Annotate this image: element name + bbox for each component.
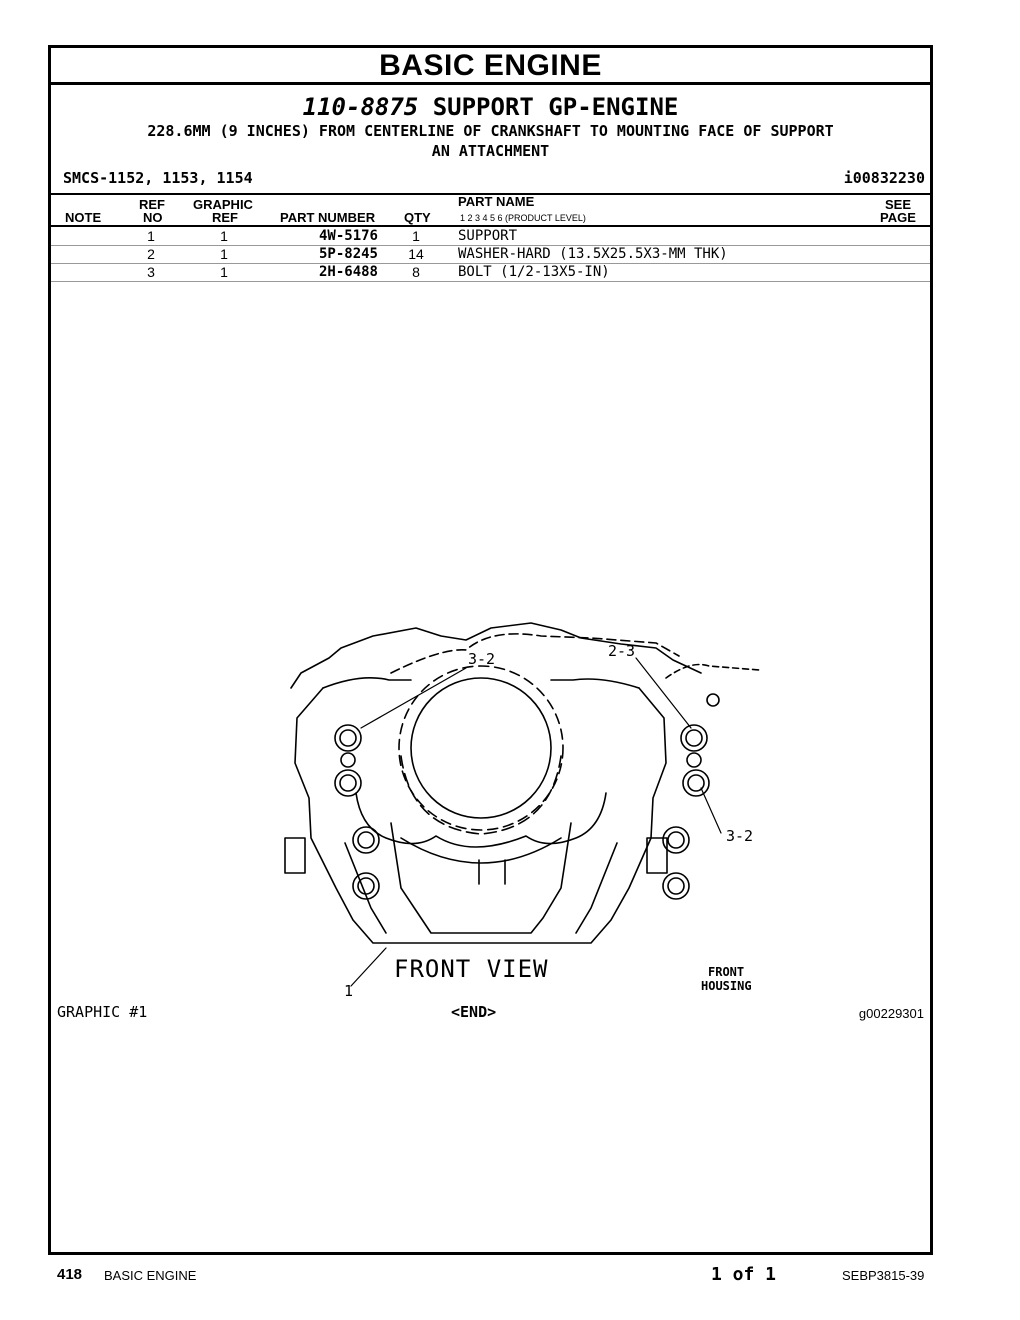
bolt-washer — [686, 730, 702, 746]
bolt-head — [663, 873, 689, 899]
footer-section: BASIC ENGINE — [104, 1268, 197, 1283]
section-title: BASIC ENGINE — [51, 48, 930, 85]
cell-graphic-ref: 1 — [220, 264, 228, 280]
cell-part-number: 5P-8245 — [318, 246, 378, 262]
bolt-head — [681, 725, 707, 751]
callout-label: 2-3 — [608, 642, 636, 660]
cell-part-number: 2H-6488 — [318, 264, 378, 280]
bolt-head — [353, 827, 379, 853]
right-upper-edge — [551, 679, 639, 688]
graphic-label: GRAPHIC #1 — [57, 1003, 148, 1021]
bore-hidden-lower — [401, 756, 561, 834]
group-title — [51, 93, 930, 121]
bolt-head — [335, 725, 361, 751]
cell-part-name: BOLT (1/2-13X5-IN) — [458, 264, 610, 280]
leader-line — [701, 788, 721, 833]
header-see-page: PAGE — [880, 210, 916, 225]
housing-label: HOUSING — [701, 979, 752, 993]
bolt-head — [683, 770, 709, 796]
end-marker: <END> — [451, 1003, 497, 1021]
header-ref-no: NO — [143, 210, 163, 225]
housing-hidden-tab — [666, 665, 759, 679]
cell-part-number: 4W-5176 — [318, 228, 378, 244]
header-note: NOTE — [65, 210, 102, 225]
page-of: 1 of 1 — [711, 1264, 777, 1285]
callout-label: 3-2 — [468, 650, 496, 668]
housing-hidden-edge — [391, 634, 679, 673]
bore-outer-hidden — [399, 666, 563, 830]
inner-frame — [391, 823, 571, 933]
table-header-rule — [51, 225, 930, 227]
bore-circle — [411, 678, 551, 818]
illustration-id: i00832230 — [843, 169, 925, 187]
row-divider — [51, 281, 930, 282]
smcs-codes: SMCS-1152, 1153, 1154 — [63, 169, 253, 187]
header-product-levels: 1 2 3 4 5 6 (PRODUCT LEVEL) — [460, 213, 586, 223]
group-description-line: 228.6MM (9 INCHES) FROM CENTERLINE OF CRANKSHAFT TO MOUNTING FACE OF SUPPORT — [147, 122, 834, 140]
callout-label: 3-2 — [726, 827, 754, 845]
left-mounting-foot — [285, 838, 305, 873]
support-outline — [291, 623, 701, 943]
page-number: 418 — [57, 1266, 83, 1283]
header-graphic: GRAPHIC — [193, 197, 253, 212]
cell-ref: 1 — [147, 228, 155, 244]
header-see: SEE — [885, 197, 912, 212]
bolt-washer — [668, 878, 684, 894]
bolt-washer — [358, 878, 374, 894]
graphic-id: g00229301 — [858, 1006, 924, 1021]
inner-frame-sides — [345, 843, 617, 933]
bolt-washer — [668, 832, 684, 848]
washer — [687, 753, 701, 767]
cell-part-name: WASHER-HARD (13.5X25.5X3-MM THK) — [458, 246, 728, 262]
view-label: FRONT VIEW — [394, 955, 549, 983]
bolt-washer — [340, 730, 356, 746]
header-part-name: PART NAME — [458, 194, 535, 209]
callout-label: 1 — [344, 982, 354, 1000]
leader-line — [361, 668, 466, 728]
cell-qty: 8 — [412, 264, 420, 280]
washer — [341, 753, 355, 767]
leader-line — [351, 948, 386, 986]
bolt-washer — [340, 775, 356, 791]
header-ref: REF — [139, 197, 165, 212]
cell-qty: 14 — [408, 246, 424, 262]
group-number: 110-8875 — [302, 93, 419, 121]
left-upper-edge — [323, 678, 411, 688]
page-frame — [48, 45, 933, 1255]
housing-label: FRONT — [708, 965, 745, 979]
header-qty: QTY — [404, 210, 431, 225]
cell-graphic-ref: 1 — [220, 228, 228, 244]
group-description-line: AN ATTACHMENT — [431, 142, 550, 160]
group-name: SUPPORT GP-ENGINE — [432, 93, 679, 121]
header-graphic-ref: REF — [212, 210, 238, 225]
cell-qty: 1 — [412, 228, 420, 244]
cell-ref: 2 — [147, 246, 155, 262]
housing-hole — [707, 694, 719, 706]
engine-support-drawing — [261, 588, 754, 1000]
cell-part-name: SUPPORT — [458, 228, 518, 244]
document-number: SEBP3815-39 — [842, 1268, 925, 1283]
cell-ref: 3 — [147, 264, 155, 280]
header-part-number: PART NUMBER — [280, 210, 376, 225]
bolt-washer — [358, 832, 374, 848]
cell-graphic-ref: 1 — [220, 246, 228, 262]
bolt-head — [335, 770, 361, 796]
